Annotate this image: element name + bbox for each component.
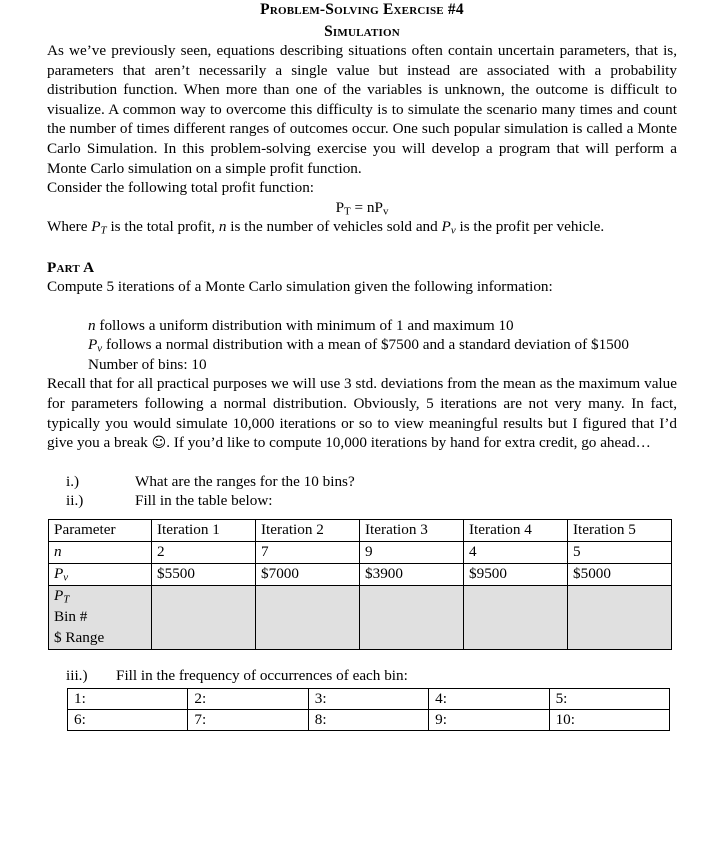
cell-bin-iter3[interactable]	[360, 607, 464, 628]
cell-n-iter2[interactable]: 7	[256, 542, 360, 564]
header-iteration-5: Iteration 5	[568, 520, 672, 542]
cell-range-iter5[interactable]	[568, 628, 672, 650]
frequency-section	[47, 650, 677, 731]
page-title: Problem-Solving Exercise #4	[260, 1, 464, 18]
where-text-4: is the profit per vehicle.	[455, 218, 605, 236]
cell-n-iter4[interactable]: 4	[464, 542, 568, 564]
formula-v-subscript: v	[382, 205, 389, 218]
question-number-iii: iii.)	[66, 667, 88, 685]
part-a-heading: Part A	[47, 258, 95, 276]
cell-range-iter3[interactable]	[360, 628, 464, 650]
header-iteration-2: Iteration 2	[256, 520, 360, 542]
recall-text-a: Recall that for all practical purposes we will use 3 std. deviations from the mean as the maximum value for parameters following a normal distribution. Obviously, 5 iterations are not very many. In fact, typically you would simulate 10,000 iterations or so to view meaningful results but I figured that I’d give you a break	[47, 375, 677, 452]
where-n: n	[218, 218, 227, 236]
frequency-instruction	[47, 666, 677, 685]
frequency-cell-9[interactable]: 9:	[429, 710, 549, 731]
row-label-pt-text: P	[54, 587, 64, 605]
cell-bin-iter4[interactable]	[464, 607, 568, 628]
header-iteration-4: Iteration 4	[464, 520, 568, 542]
frequency-cell-7[interactable]: 7:	[188, 710, 308, 731]
table-row-range	[49, 628, 672, 650]
where-pv: P	[441, 218, 451, 236]
cell-pt-iter1[interactable]	[152, 586, 256, 608]
table-row-bin	[49, 607, 672, 628]
frequency-cell-2[interactable]: 2:	[188, 689, 308, 710]
cell-pt-iter4[interactable]	[464, 586, 568, 608]
frequency-cell-8[interactable]: 8:	[308, 710, 428, 731]
header-iteration-3: Iteration 3	[360, 520, 464, 542]
compute-instruction: Compute 5 iterations of a Monte Carlo simulation given the following information:	[47, 277, 553, 295]
recall-text-b: . If you’d like to compute 10,000 iterations by hand for extra credit, go ahead…	[166, 434, 651, 452]
page-subtitle: Simulation	[324, 23, 400, 40]
header-iteration-1: Iteration 1	[152, 520, 256, 542]
frequency-cell-6[interactable]: 6:	[68, 710, 188, 731]
profit-function-definition	[47, 217, 677, 237]
recall-paragraph	[47, 374, 677, 453]
row-label-pt-subscript: T	[63, 593, 70, 606]
spec-pv-subscript: v	[97, 342, 103, 355]
iteration-table	[48, 519, 672, 650]
row-label-pt	[49, 586, 152, 608]
cell-pt-iter3[interactable]	[360, 586, 464, 608]
cell-range-iter1[interactable]	[152, 628, 256, 650]
formula-p: P	[335, 198, 345, 216]
row-label-pv-text: P	[54, 565, 64, 583]
spec-pv-text: follows a normal distribution with a mean of $7500 and a standard deviation of $1500	[102, 336, 629, 354]
table-row-pt	[49, 586, 672, 608]
frequency-cell-5[interactable]: 5:	[549, 689, 669, 710]
where-pt: P	[91, 218, 101, 236]
cell-pv-iter2[interactable]: $7000	[256, 564, 360, 586]
row-label-bin: Bin #	[49, 607, 152, 628]
table-row-n	[49, 542, 672, 564]
where-text-3: is the number of vehicles sold and	[226, 218, 442, 236]
cell-range-iter4[interactable]	[464, 628, 568, 650]
profit-function-lead-in: Consider the following total profit function:	[47, 179, 315, 197]
table-row-pv	[49, 564, 672, 586]
intro-paragraph: As we’ve previously seen, equations describing situations often contain uncertain parameters, that is, parameters that aren’t necessarily a single value but instead are associated with a probability distribution function. When more than one of the variables is unknown, the outcome is difficult to visualize. A common way to overcome this difficulty is to simulate the scenario many times and count the number of times different ranges of outcomes occur. One such popular simulation is called a Monte Carlo Simulation. In this problem-solving exercise you will develop a program that will perform a Monte Carlo simulation on a simple profit function.	[47, 42, 677, 177]
spec-bins: Number of bins: 10	[88, 355, 207, 373]
question-item-ii	[66, 491, 677, 510]
cell-n-iter3[interactable]: 9	[360, 542, 464, 564]
spec-n	[88, 316, 677, 336]
simulation-specs	[47, 297, 677, 375]
cell-pv-iter3[interactable]: $3900	[360, 564, 464, 586]
cell-n-iter5[interactable]: 5	[568, 542, 672, 564]
formula-middle: = nP	[350, 198, 383, 216]
row-label-n	[49, 542, 152, 564]
frequency-row-2	[68, 710, 670, 731]
smiley-face-icon: ☺	[151, 435, 167, 452]
row-label-range: $ Range	[49, 628, 152, 650]
formula-p-subscript: T	[344, 205, 351, 218]
question-text-iii: Fill in the frequency of occurrences of each bin:	[116, 667, 408, 685]
where-pv-subscript: v	[450, 224, 456, 237]
profit-formula	[47, 198, 677, 218]
where-text-1: Where	[47, 218, 92, 236]
cell-pv-iter1[interactable]: $5500	[152, 564, 256, 586]
question-list	[47, 454, 677, 510]
question-number-ii: ii.)	[66, 491, 84, 509]
frequency-row-1	[68, 689, 670, 710]
row-label-n-text: n	[54, 543, 62, 561]
cell-pt-iter2[interactable]	[256, 586, 360, 608]
frequency-cell-3[interactable]: 3:	[308, 689, 428, 710]
cell-bin-iter5[interactable]	[568, 607, 672, 628]
frequency-cell-10[interactable]: 10:	[549, 710, 669, 731]
cell-bin-iter2[interactable]	[256, 607, 360, 628]
row-label-pv-subscript: v	[63, 571, 69, 584]
where-pt-subscript: T	[100, 224, 107, 237]
row-label-pv	[49, 564, 152, 586]
spec-n-var: n	[88, 316, 96, 334]
table-header-row	[49, 520, 672, 542]
cell-pv-iter4[interactable]: $9500	[464, 564, 568, 586]
cell-range-iter2[interactable]	[256, 628, 360, 650]
cell-bin-iter1[interactable]	[152, 607, 256, 628]
question-number-i: i.)	[66, 472, 80, 490]
spec-pv-var: P	[88, 336, 98, 354]
spec-n-text: follows a uniform distribution with minimum of 1 and maximum 10	[95, 316, 514, 334]
frequency-cell-1[interactable]: 1:	[68, 689, 188, 710]
header-parameter: Parameter	[49, 520, 152, 542]
question-text-i: What are the ranges for the 10 bins?	[135, 472, 355, 490]
question-item-i	[66, 472, 677, 491]
spec-pv	[88, 335, 677, 355]
where-text-2: is the total profit,	[106, 218, 219, 236]
frequency-table	[67, 688, 670, 731]
title-block	[47, 0, 677, 41]
cell-pv-iter5[interactable]: $5000	[568, 564, 672, 586]
cell-n-iter1[interactable]: 2	[152, 542, 256, 564]
frequency-cell-4[interactable]: 4:	[429, 689, 549, 710]
cell-pt-iter5[interactable]	[568, 586, 672, 608]
question-text-ii: Fill in the table below:	[135, 491, 273, 509]
